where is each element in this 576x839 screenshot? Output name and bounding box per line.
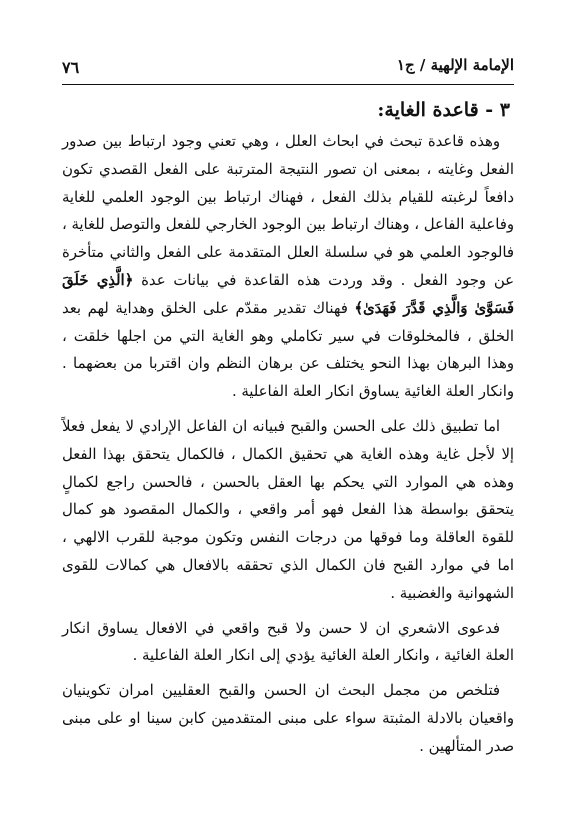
paragraph-4: فتلخص من مجمل البحث ان الحسن والقبح العقليين امران تكوينيان واقعيان بالادلة المثبتة سواء على مبنى المتقدمين كابن سينا او على مبنى صدر المتألهين . [62,682,514,755]
header-rule [62,84,514,85]
section-heading: ٣ - قاعدة الغاية: [377,99,510,121]
page-header [62,56,514,80]
paragraph-1-part-2: فهناك تقدير مقدّم على الخلق وهداية لهم بعد الخلق ، فالمخلوقات في سير تكاملي وهو الغاية التي من اجلها خلقت ، وهذا البرهان بهذا النحو يختلف عن برهان النظم وان اقتربا من بعضهما . وانكار العلة الغائية يساوق انكار العلة الفاعلية . [62,299,514,401]
running-title: الإمامة الإلهية / ج١ [396,56,514,74]
paragraph-1-part-1: وهذه قاعدة تبحث في ابحاث العلل ، وهي تعني وجود ارتباط بين صدور الفعل وغايته ، بمعنى ان تصور النتيجة المترتبة على الفعل القصدي تكون دافعاً لرغبته للقيام بذلك الفعل ، فهناك ارتباط بين الوجود العلمي للغاية وفاعلية الفاعل ، وهناك ارتباط بين الوجود الخارجي للفعل والتوصل للغاية ، فالوجود العلمي هو في سلسلة العلل المتقدمة على الفعل والثاني متأخرة عن وجود الفعل . وقد وردت هذه القاعدة في بيانات عدة [62,133,514,289]
page-number: ٧٦ [62,58,80,77]
paragraph-3: فدعوى الاشعري ان لا حسن ولا قبح واقعي في الافعال يساوق انكار العلة الغائية ، وانكار العلة الغائية يؤدي إلى انكار العلة الفاعلية . [62,619,514,665]
paragraph-1 [62,128,514,406]
quran-verse: ﴿الَّذِي خَلَقَ فَسَوَّىٰ وَالَّذِي قَدَّرَ فَهَدَىٰ﴾ [62,271,514,317]
page-body [62,94,514,761]
paragraph-2: اما تطبيق ذلك على الحسن والقبح فبيانه ان الفاعل الإرادي لا يفعل فعلاً إلا لأجل غاية وهذه الغاية هي تحقيق الكمال ، فالكمال يتحقق بهذا الفعل وهذه هي الموارد التي يحكم بها العقل بالحسن ، فالحسن راجع لكمالٍ يتحقق بواسطة هذا الفعل فهو أمر واقعي ، والكمال المقصود هو كمال للقوة العاقلة وما فوقها من درجات النفس وتكون موجبة للقرب الالهي ، اما في موارد القبح فان الكمال الذي تحققه بالافعال هي كمالات للقوى الشهوانية والغضبية . [62,417,514,602]
